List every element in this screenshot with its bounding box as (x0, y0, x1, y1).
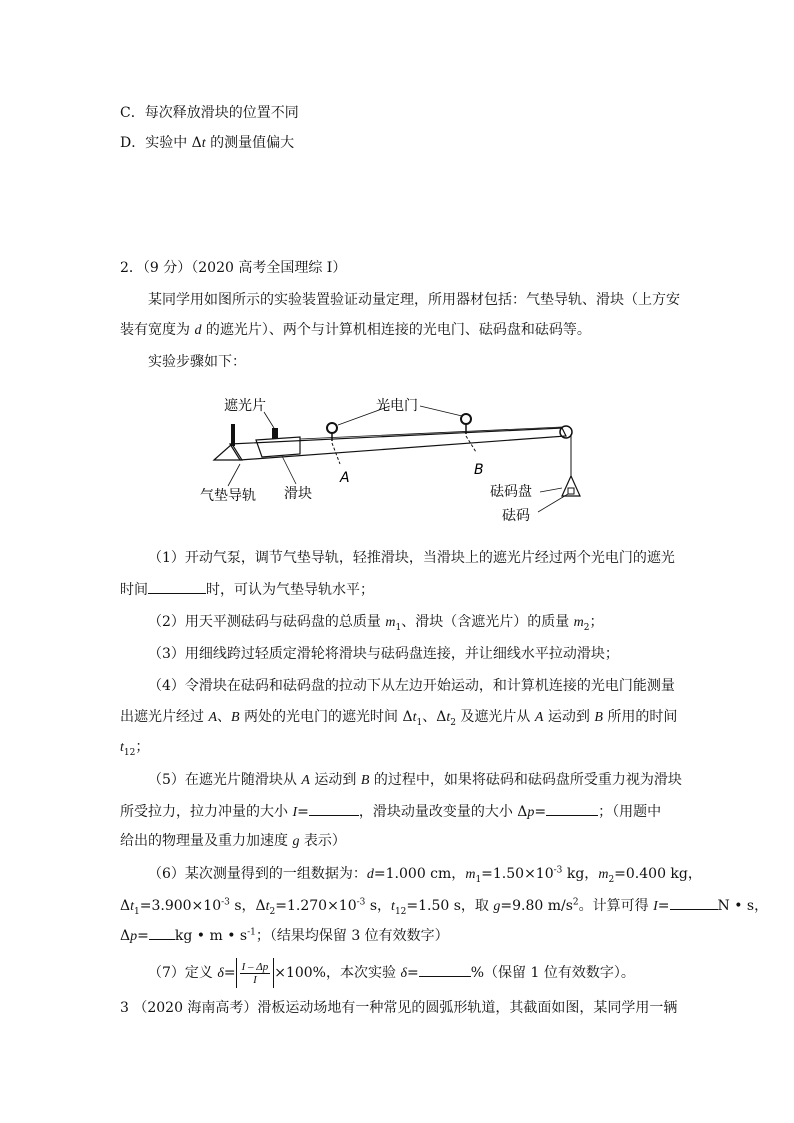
step-4-line-3: $t_{12}$； (120, 739, 150, 758)
answer-blank-1[interactable] (148, 579, 206, 594)
label-b: B (474, 462, 484, 478)
steps-title: 实验步骤如下： (148, 354, 246, 370)
weight (568, 488, 574, 494)
weight-pan (562, 476, 580, 496)
label-slider: 滑块 (284, 486, 312, 502)
step-2: （2）用天平测砝码与砝码盘的总质量 $m_1$、滑块（含遮光片）的质量 $m_2$； (148, 614, 604, 633)
step-3: （3）用细线跨过轻质定滑轮将滑块与砝码盘连接，并让细线水平拉动滑块； (148, 646, 619, 662)
answer-blank-momentum-value[interactable] (149, 925, 175, 940)
step-5-line-1: （5）在遮光片随滑块从 A 运动到 B 的过程中，如果将砝码和砝码盘所受重力视为滑块 (148, 772, 682, 788)
label-weight: 砝码 (502, 508, 530, 524)
step-5-line-2: 所受拉力，拉力冲量的大小 I= ，滑块动量改变量的大小 Δp= ；（用题中 (120, 801, 661, 823)
stopper-post (231, 424, 235, 446)
answer-blank-momentum[interactable] (546, 801, 598, 816)
step-7: （7）定义 δ= $\frac{I - \Delta p}{I}$ ×100%，本次实验 δ= %（保留 1 位有效数字）。 (148, 958, 635, 989)
label-a: A (340, 470, 350, 486)
label-photogate: 光电门 (376, 398, 418, 414)
step-4-line-2: 出遮光片经过 A、B 两处的光电门的遮光时间 $\Delta t_1$、$\Delta t_2$ 及遮光片从 A 运动到 B 所用的时间 (120, 709, 678, 728)
step-6-line-3: Δp= kg • m • $s^{-1}$；（结果均保留 3 位有效数字） (120, 925, 449, 947)
question-2-intro-line-1: 某同学用如图所示的实验装置验证动量定理，所用器材包括：气垫导轨、滑块（上方安 (148, 292, 680, 308)
step-1-line-2: 时间 时，可认为气垫导轨水平； (120, 579, 374, 600)
answer-blank-relative-error[interactable] (419, 962, 471, 977)
question-2-intro-line-2: 装有宽度为 d 的遮光片）、两个与计算机相连接的光电门、砝码盘和砝码等。 (120, 322, 591, 338)
relative-error-formula: $\frac{I - \Delta p}{I}$ (236, 958, 275, 988)
option-d: D．实验中 Δt 的测量值偏大 (120, 135, 295, 151)
step-1-line-1: （1）开动气泵，调节气垫导轨，轻推滑块，当滑块上的遮光片经过两个光电门的遮光 (148, 550, 675, 566)
label-air-track: 气垫导轨 (200, 488, 256, 504)
answer-blank-impulse[interactable] (309, 801, 359, 816)
photogate-b (461, 414, 471, 424)
photogate-a (327, 423, 337, 433)
step-4-line-1: （4）令滑块在砝码和砝码盘的拉动下从左边开始运动，和计算机连接的光电门能测量 (148, 678, 675, 694)
step-6-line-1: （6）某次测量得到的一组数据为：d=1.000 cm，$m_1=1.50\times 10^{-3}$ kg，$m_2=0.400$ kg， (148, 865, 702, 885)
option-c: C．每次释放滑块的位置不同 (120, 105, 299, 121)
answer-blank-impulse-value[interactable] (670, 895, 718, 910)
step-6-line-2: $\Delta t_1=3.900\times 10^{-3}$ s，$\Delta t_2=1.270\times 10^{-3}$ s，$t_{12}=1.50$ s，取 g=9.80 $m/s^2$。计算可得 I= N • s， (120, 895, 768, 917)
question-3-intro: 3 （2020 海南高考）滑板运动场地有一种常见的圆弧形轨道，其截面如图，某同学用一辆 (120, 1000, 678, 1016)
slider (256, 437, 300, 457)
shading-plate (272, 428, 278, 439)
label-weight-pan: 砝码盘 (490, 484, 532, 500)
step-5-line-3: 给出的物理量及重力加速度 g 表示） (120, 833, 346, 849)
label-shading-plate: 遮光片 (224, 398, 266, 414)
experiment-figure (200, 388, 600, 528)
question-2-header: 2．（9 分）（2020 高考全国理综 I） (120, 260, 347, 276)
